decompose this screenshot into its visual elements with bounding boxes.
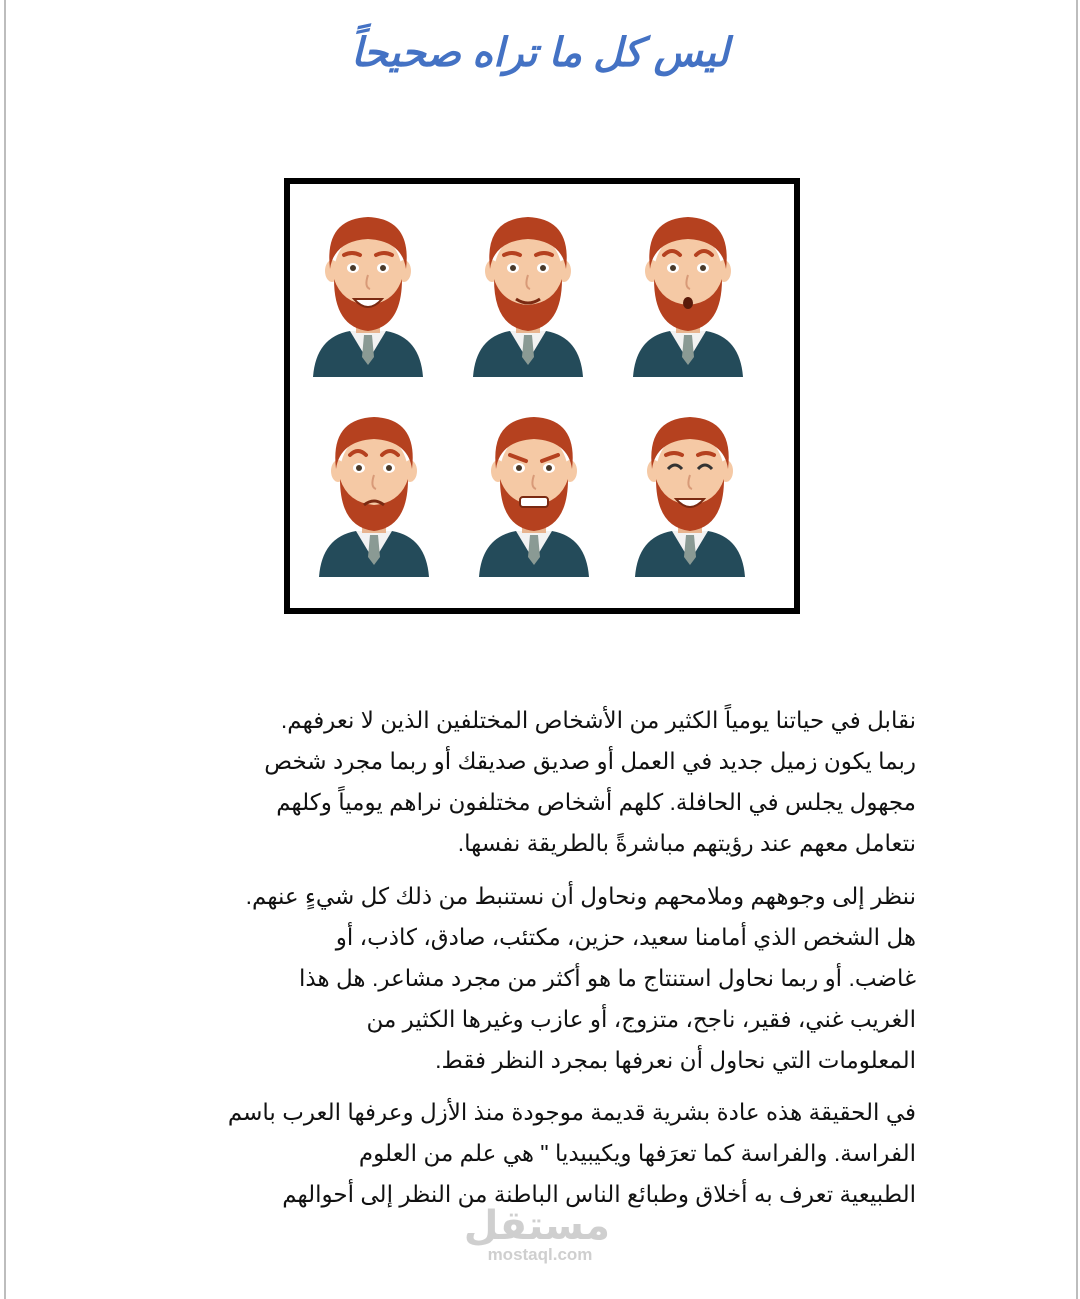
paragraph-line: الغريب غني، فقير، ناجح، متزوج، أو عازب وغيرها الكثير من [366, 1006, 916, 1032]
paragraph-line: ننظر إلى وجوههم وملامحهم ونحاول أن نستنبط من ذلك كل شيءٍ عنهم. [245, 883, 916, 909]
face-smile [473, 217, 583, 377]
watermark [463, 1204, 610, 1264]
paragraph-3 [170, 1092, 916, 1215]
paragraph-line: مجهول يجلس في الحافلة. كلهم أشخاص مختلفون نراهم يومياً وكلهم [276, 789, 916, 815]
faces-illustration [290, 184, 794, 608]
paragraph-line: في الحقيقة هذه عادة بشرية قديمة موجودة منذ الأزل وعرفها العرب باسم [227, 1099, 916, 1125]
page-edge-left [4, 0, 6, 1299]
face-laughing [635, 417, 745, 577]
paragraph-line: الطبيعية تعرف به أخلاق وطبائع الناس الباطنة من النظر إلى أحوالهم [282, 1181, 916, 1207]
watermark-logo: مستقل [463, 1204, 610, 1248]
face-happy [313, 217, 423, 377]
paragraph-line: المعلومات التي نحاول أن نعرفها بمجرد النظر فقط. [435, 1047, 916, 1073]
watermark-url: mostaql.com [487, 1245, 593, 1264]
paragraph-line: الفراسة. والفراسة كما تعرَفها ويكيبيديا " هي علم من العلوم [358, 1140, 916, 1166]
paragraph-2 [170, 876, 916, 1081]
document-title: ليس كل ما تراه صحيحاً [351, 31, 729, 75]
face-sad [319, 417, 429, 577]
paragraph-line: غاضب. أو ربما نحاول استنتاج ما هو أكثر من مجرد مشاعر. هل هذا [299, 965, 916, 991]
paragraph-line: نقابل في حياتنا يومياً الكثير من الأشخاص المختلفين الذين لا نعرفهم. [280, 707, 916, 733]
paragraph-line: ربما يكون زميل جديد في العمل أو صديق صديقك أو ربما مجرد شخص [264, 748, 916, 774]
page-edge-right [1076, 0, 1078, 1299]
paragraph-line: نتعامل معهم عند رؤيتهم مباشرةً بالطريقة نفسها. [457, 830, 916, 856]
expressions-figure [284, 178, 800, 614]
paragraph-line: هل الشخص الذي أمامنا سعيد، حزين، مكتئب، صادق، كاذب، أو [335, 924, 916, 950]
face-angry [479, 417, 589, 577]
paragraph-1 [170, 700, 916, 864]
face-surprised [633, 217, 743, 377]
